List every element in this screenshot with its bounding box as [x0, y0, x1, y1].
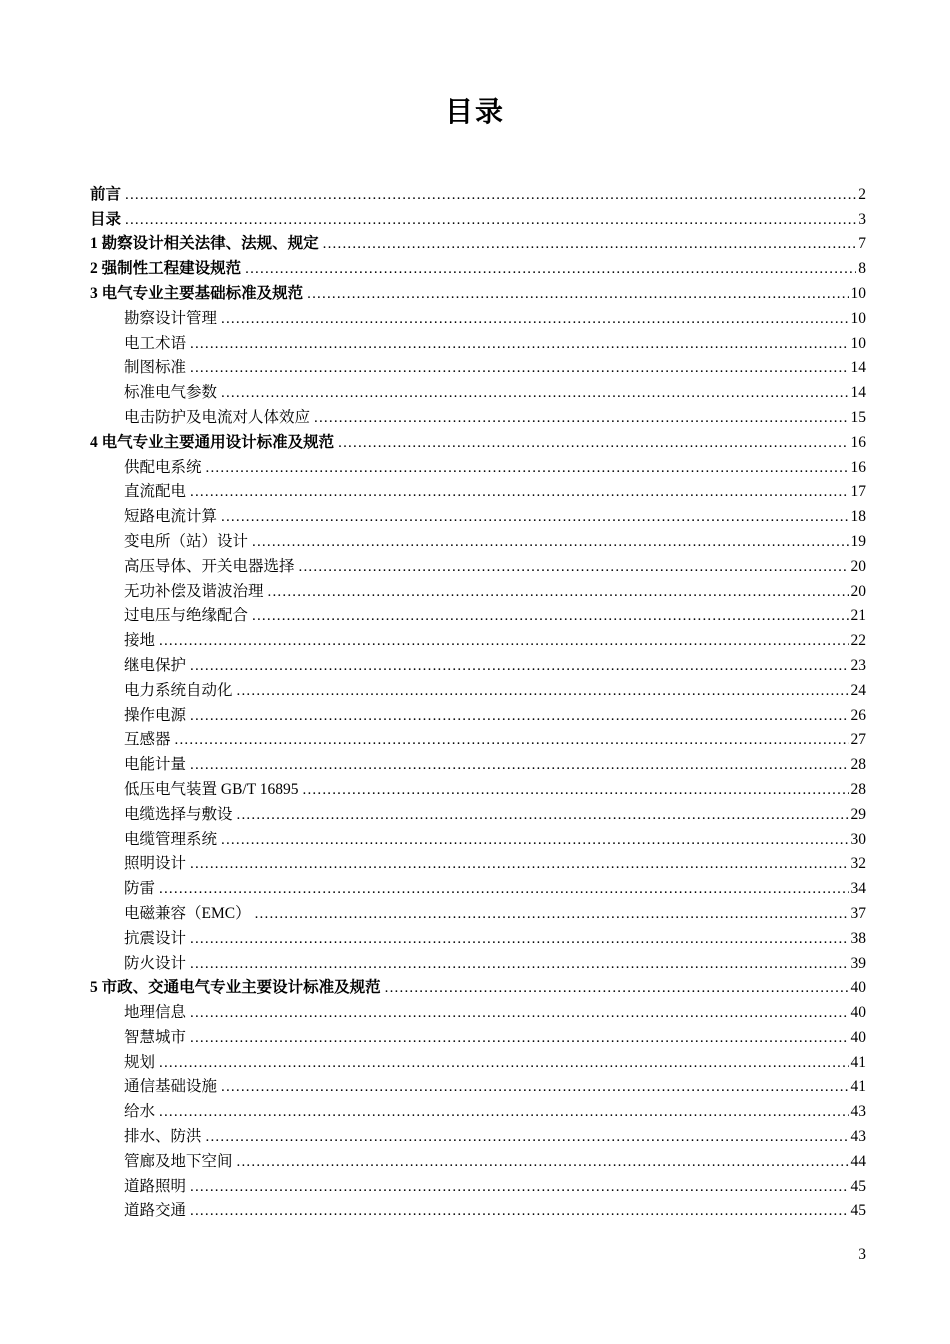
toc-entry[interactable]: [90, 1001, 866, 1026]
toc-entry-page-number: 32: [850, 855, 866, 873]
toc-entry-label: 过电压与绝缘配合: [124, 607, 249, 625]
toc-entry-page-number: 45: [850, 1177, 866, 1195]
toc-entry[interactable]: [90, 976, 866, 1001]
toc-dot-leader: [190, 927, 848, 952]
toc-entry[interactable]: [90, 332, 866, 357]
toc-dot-leader: [190, 852, 848, 877]
toc-entry-label: 电缆管理系统: [124, 830, 218, 848]
toc-entry-label: 电击防护及电流对人体效应: [124, 408, 311, 426]
toc-entry[interactable]: [90, 679, 866, 704]
toc-dot-leader: [268, 580, 849, 605]
toc-dot-leader: [252, 530, 848, 555]
toc-entry[interactable]: [90, 232, 866, 257]
toc-entry[interactable]: [90, 704, 866, 729]
toc-dot-leader: [245, 257, 856, 282]
footer-page-number: 3: [858, 1246, 866, 1263]
toc-entry-label: 管廊及地下空间: [124, 1152, 233, 1170]
toc-dot-leader: [159, 1051, 848, 1076]
toc-dot-leader: [314, 406, 848, 431]
toc-entry-label: 前言: [90, 185, 122, 203]
toc-entry[interactable]: [90, 456, 866, 481]
toc-dot-leader: [299, 555, 849, 580]
toc-entry-label: 短路电流计算: [124, 508, 218, 526]
toc-entry-label: 2 强制性工程建设规范: [90, 260, 242, 278]
toc-entry[interactable]: [90, 604, 866, 629]
toc-entry-label: 地理信息: [124, 1004, 187, 1022]
toc-entry-label: 5 市政、交通电气专业主要设计标准及规范: [90, 979, 381, 997]
toc-entry-label: 给水: [124, 1103, 156, 1121]
toc-entry-page-number: 24: [850, 681, 866, 699]
toc-entry-label: 照明设计: [124, 855, 187, 873]
toc-entry[interactable]: [90, 1150, 866, 1175]
toc-entry-label: 电力系统自动化: [124, 681, 233, 699]
toc-dot-leader: [221, 828, 848, 853]
toc-entry-page-number: 14: [850, 359, 866, 377]
toc-entry[interactable]: [90, 1100, 866, 1125]
toc-entry-page-number: 17: [850, 483, 866, 501]
toc-entry-label: 操作电源: [124, 706, 187, 724]
toc-entry[interactable]: [90, 803, 866, 828]
toc-entry-page-number: 28: [850, 780, 866, 798]
toc-entry-label: 4 电气专业主要通用设计标准及规范: [90, 433, 335, 451]
toc-dot-leader: [303, 778, 849, 803]
toc-dot-leader: [159, 877, 848, 902]
toc-entry-label: 目录: [90, 210, 122, 228]
toc-dot-leader: [175, 728, 849, 753]
toc-entry[interactable]: [90, 505, 866, 530]
toc-entry[interactable]: [90, 282, 866, 307]
toc-dot-leader: [125, 183, 856, 208]
toc-entry-page-number: 8: [858, 260, 866, 278]
toc-dot-leader: [237, 1150, 849, 1175]
toc-entry[interactable]: [90, 580, 866, 605]
toc-dot-leader: [237, 803, 849, 828]
toc-entry-label: 变电所（站）设计: [124, 532, 249, 550]
toc-entry-page-number: 21: [850, 607, 866, 625]
toc-entry[interactable]: [90, 555, 866, 580]
toc-dot-leader: [307, 282, 848, 307]
toc-entry-page-number: 40: [850, 979, 866, 997]
toc-entry-page-number: 37: [850, 904, 866, 922]
toc-entry-page-number: 43: [850, 1103, 866, 1121]
toc-entry-page-number: 23: [850, 656, 866, 674]
toc-entry-label: 智慧城市: [124, 1028, 187, 1046]
toc-entry-page-number: 38: [850, 929, 866, 947]
toc-entry[interactable]: [90, 654, 866, 679]
toc-dot-leader: [323, 232, 857, 257]
toc-dot-leader: [190, 1175, 848, 1200]
toc-entry[interactable]: [90, 183, 866, 208]
toc-entry[interactable]: [90, 1175, 866, 1200]
toc-entry-label: 低压电气装置 GB/T 16895: [124, 780, 299, 798]
toc-entry-label: 勘察设计管理: [124, 309, 218, 327]
toc-dot-leader: [159, 629, 848, 654]
toc-dot-leader: [385, 976, 849, 1001]
toc-entry-label: 制图标准: [124, 359, 187, 377]
toc-entry-page-number: 20: [850, 582, 866, 600]
toc-entry-page-number: 7: [858, 235, 866, 253]
toc-dot-leader: [190, 952, 848, 977]
toc-dot-leader: [221, 381, 848, 406]
toc-dot-leader: [255, 902, 849, 927]
toc-entry[interactable]: [90, 753, 866, 778]
toc-entry-page-number: 28: [850, 756, 866, 774]
toc-entry[interactable]: [90, 1199, 866, 1224]
toc-entry[interactable]: [90, 778, 866, 803]
toc-entry[interactable]: [90, 431, 866, 456]
toc-entry-page-number: 16: [850, 433, 866, 451]
toc-entry-label: 接地: [124, 632, 156, 650]
toc-entry-page-number: 34: [850, 880, 866, 898]
toc-entry[interactable]: [90, 629, 866, 654]
toc-entry-page-number: 43: [850, 1128, 866, 1146]
toc-dot-leader: [190, 654, 848, 679]
toc-list: [90, 183, 866, 1224]
toc-entry[interactable]: [90, 257, 866, 282]
toc-dot-leader: [206, 1125, 849, 1150]
toc-dot-leader: [159, 1100, 848, 1125]
toc-entry-label: 供配电系统: [124, 458, 202, 476]
toc-dot-leader: [206, 456, 849, 481]
toc-dot-leader: [338, 431, 848, 456]
toc-dot-leader: [190, 1199, 848, 1224]
toc-entry[interactable]: [90, 406, 866, 431]
toc-entry-page-number: 41: [850, 1078, 866, 1096]
toc-entry-page-number: 40: [850, 1004, 866, 1022]
toc-entry-label: 无功补偿及谐波治理: [124, 582, 264, 600]
toc-dot-leader: [221, 505, 848, 530]
toc-entry-page-number: 19: [850, 532, 866, 550]
toc-entry-page-number: 18: [850, 508, 866, 526]
toc-entry[interactable]: [90, 728, 866, 753]
toc-dot-leader: [221, 307, 848, 332]
toc-entry-label: 标准电气参数: [124, 384, 218, 402]
toc-entry[interactable]: [90, 877, 866, 902]
toc-entry-page-number: 29: [850, 805, 866, 823]
toc-dot-leader: [190, 356, 848, 381]
toc-entry[interactable]: [90, 356, 866, 381]
toc-entry[interactable]: [90, 1026, 866, 1051]
toc-dot-leader: [252, 604, 848, 629]
toc-entry-label: 规划: [124, 1053, 156, 1071]
toc-entry-label: 防雷: [124, 880, 156, 898]
toc-entry-page-number: 10: [850, 334, 866, 352]
toc-entry[interactable]: [90, 952, 866, 977]
toc-dot-leader: [190, 704, 848, 729]
toc-dot-leader: [125, 208, 856, 233]
toc-entry-label: 电能计量: [124, 756, 187, 774]
toc-dot-leader: [190, 753, 848, 778]
toc-entry[interactable]: [90, 1125, 866, 1150]
toc-entry-label: 3 电气专业主要基础标准及规范: [90, 284, 304, 302]
toc-entry[interactable]: [90, 480, 866, 505]
toc-entry-page-number: 10: [850, 284, 866, 302]
toc-entry-label: 防火设计: [124, 954, 187, 972]
toc-entry-label: 道路照明: [124, 1177, 187, 1195]
toc-dot-leader: [190, 480, 848, 505]
toc-entry[interactable]: [90, 381, 866, 406]
toc-entry[interactable]: [90, 1075, 866, 1100]
toc-entry[interactable]: [90, 530, 866, 555]
toc-entry-page-number: 15: [850, 408, 866, 426]
toc-entry-page-number: 2: [858, 185, 866, 203]
toc-entry-page-number: 27: [850, 731, 866, 749]
toc-entry[interactable]: [90, 828, 866, 853]
toc-entry-page-number: 20: [850, 557, 866, 575]
toc-entry-label: 排水、防洪: [124, 1128, 202, 1146]
toc-entry-page-number: 40: [850, 1028, 866, 1046]
toc-entry[interactable]: [90, 852, 866, 877]
toc-dot-leader: [190, 1001, 848, 1026]
toc-dot-leader: [221, 1075, 848, 1100]
toc-entry-label: 电工术语: [124, 334, 187, 352]
toc-entry-page-number: 45: [850, 1202, 866, 1220]
toc-entry-label: 电缆选择与敷设: [124, 805, 233, 823]
page-title: 目录: [444, 97, 505, 128]
toc-entry-label: 道路交通: [124, 1202, 187, 1220]
toc-entry[interactable]: [90, 307, 866, 332]
toc-entry-page-number: 10: [850, 309, 866, 327]
toc-dot-leader: [190, 332, 848, 357]
toc-entry-page-number: 16: [850, 458, 866, 476]
toc-entry-label: 继电保护: [124, 656, 187, 674]
toc-entry-label: 高压导体、开关电器选择: [124, 557, 295, 575]
toc-dot-leader: [190, 1026, 848, 1051]
toc-entry[interactable]: [90, 902, 866, 927]
toc-entry-page-number: 14: [850, 384, 866, 402]
toc-entry-page-number: 39: [850, 954, 866, 972]
toc-entry-page-number: 3: [858, 210, 866, 228]
toc-entry-page-number: 26: [850, 706, 866, 724]
toc-entry-page-number: 30: [850, 830, 866, 848]
toc-entry-page-number: 44: [850, 1152, 866, 1170]
toc-entry-label: 抗震设计: [124, 929, 187, 947]
toc-entry-label: 互感器: [124, 731, 171, 749]
toc-entry-label: 1 勘察设计相关法律、法规、规定: [90, 235, 319, 253]
toc-dot-leader: [237, 679, 849, 704]
toc-entry-label: 直流配电: [124, 483, 187, 501]
toc-entry-page-number: 22: [850, 632, 866, 650]
toc-entry[interactable]: [90, 927, 866, 952]
toc-entry-label: 通信基础设施: [124, 1078, 218, 1096]
toc-entry-label: 电磁兼容（EMC）: [124, 904, 251, 922]
toc-entry-page-number: 41: [850, 1053, 866, 1071]
toc-entry[interactable]: [90, 208, 866, 233]
toc-entry[interactable]: [90, 1051, 866, 1076]
